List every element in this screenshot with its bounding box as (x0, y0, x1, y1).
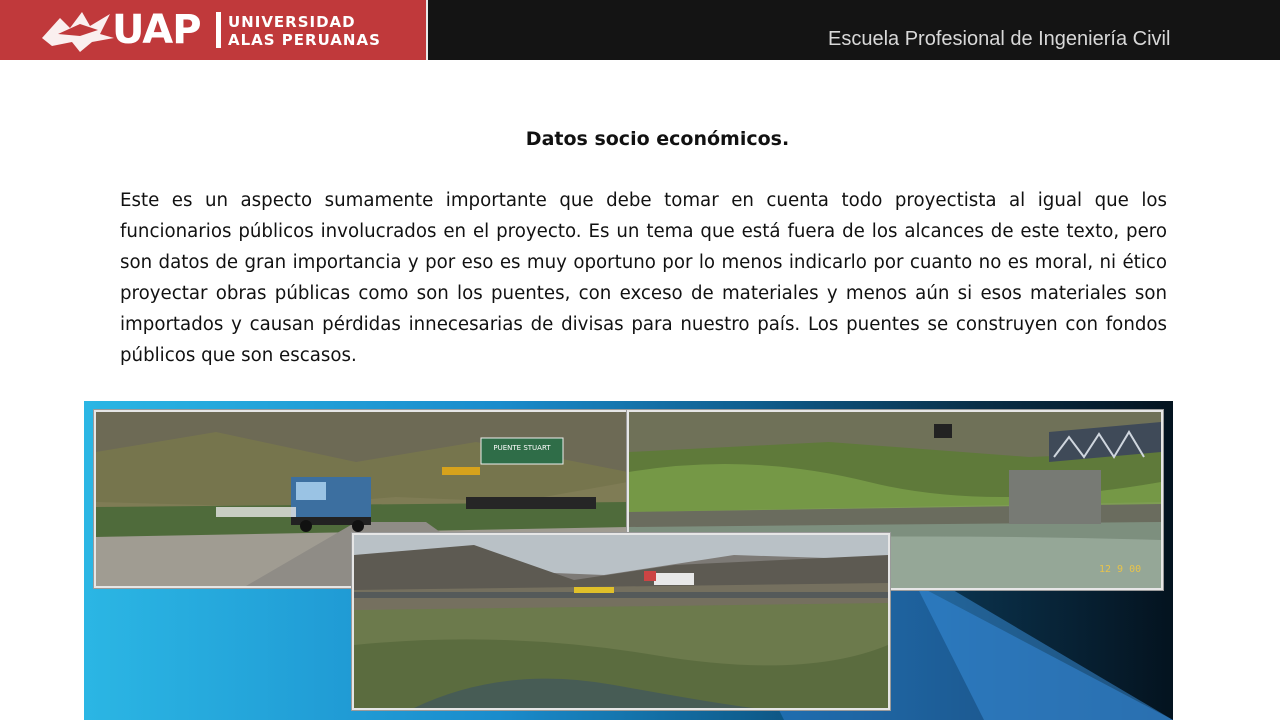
bridge-sign-text: PUENTE STUART (493, 444, 551, 452)
logo-line-alas-peruanas: ALAS PERUANAS (228, 31, 381, 49)
header-bar (0, 0, 1280, 60)
photo-panel (84, 401, 1173, 720)
school-name: Escuela Profesional de Ingeniería Civil (828, 28, 1171, 50)
condor-emblem-icon (40, 8, 116, 52)
logo-uap-text: UAP (112, 7, 201, 53)
logo-divider (216, 12, 221, 48)
date-stamp: 12 9 00 (1099, 564, 1142, 575)
university-logo (0, 0, 428, 60)
photo-valley-stream-image (354, 535, 888, 708)
slide-title: Datos socio económicos. (525, 128, 790, 150)
body-paragraph: Este es un aspecto sumamente importante que debe tomar en cuenta todo proyectista al igual que los funcionarios públicos involucrados en el proyecto. Es un tema que está fuera de los alcances de este texto, pero son datos de gran importancia y por eso es muy oportuno por lo menos indicarlo por cuanto no es moral, ni ético proyectar obras públicas como son los puentes, con exceso de materiales y menos aún si esos materiales son importados y causan pérdidas innecesarias de divisas para nuestro país. Los puentes se construyen con fondos públicos que son escasos. (120, 190, 1167, 366)
logo-line-universidad: UNIVERSIDAD (228, 13, 356, 31)
photo-valley-stream (352, 533, 890, 710)
